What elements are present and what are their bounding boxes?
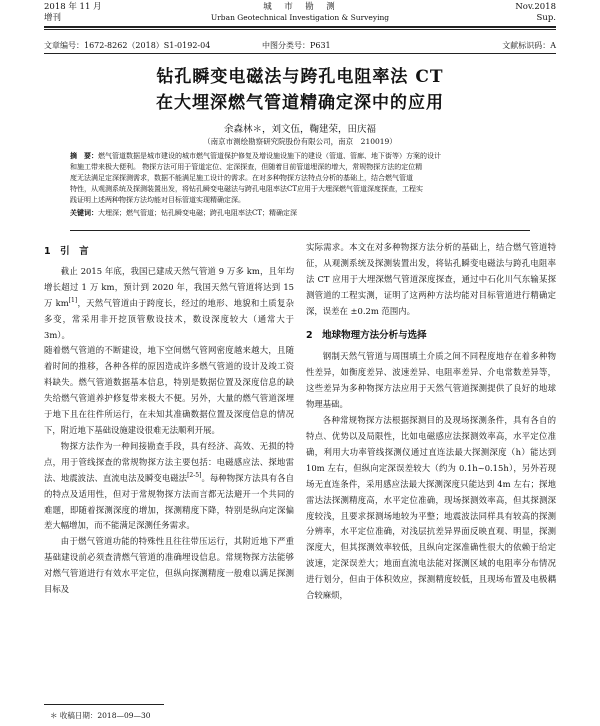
clc-number: 中图分类号：P631 xyxy=(262,41,331,50)
header-rule xyxy=(44,26,556,28)
header-date: 2018 年 11 月 xyxy=(44,2,102,12)
paragraph: 实际需求。本文在对多种物探方法分析的基础上，结合燃气管道特征，从观测系统及探测装置出发，将钻孔瞬变电磁法与跨孔电阻率法 CT 应用于大埋深燃气管道深度探查，通过中石化川气东输某探测管道的工程实测，证明了这两种方法均能对目标管道进行精确定深，误差在 ±0.2m 范围内。 xyxy=(306,242,556,316)
citation: [1] xyxy=(68,296,78,304)
footnote-rule xyxy=(44,704,164,705)
paragraph: 物探方法作为一种间接勘查手段，具有经济、高效、无损的特点，用于管线探查的常规物探方法主要包括：电磁感应法、探地雷法、地震波法、直流电法及瞬变电磁法[2-5]。每种物探方法具有各自的特点及适用性，但对于常规物探方法而言都无法避开一个共同的难题，即随着探测深度的增加，探测精度下降，特别是纵向定深偏差大幅增加，而不能满足深测任务需求。 xyxy=(44,440,294,531)
paragraph: 截止 2015 年底，我国已建成天然气管道 9 万多 km，且年均增长超过 1 万 km，预计到 2020 年，我国天然气管道将达到 15 万 km[1]，天然气管道由于跨度长，经过的地形、地貌和土质复杂多变，常采用非开挖顶管敷设技术，数设深度较大（通常大于3m）。 xyxy=(44,265,294,340)
header-rule-thin xyxy=(44,29,556,30)
keywords-label: 关键词： xyxy=(70,209,98,217)
header-date-en: Nov.2018 xyxy=(515,2,556,12)
section-1-heading: 1 引 言 xyxy=(44,246,89,257)
footnote: ＊ 收稿日期：2018—09—30 xyxy=(50,711,151,720)
abstract-label: 摘 要： xyxy=(70,152,98,160)
abstract-rule xyxy=(70,230,530,231)
left-column xyxy=(44,240,294,706)
title-line-2: 在大埋深燃气管道精确定深中的应用 xyxy=(156,93,444,113)
journal-name: 城 市 勘 测 xyxy=(263,2,337,12)
abstract-line: 特性，从观测系统及探测装置出发，将钻孔瞬变电磁法与跨孔电阻率法CT应用于大埋深燃气管道深度探查，工程实 xyxy=(70,185,424,193)
abstract-line: 度无法满足定深探测需求，数据不能满足施工设计的需求。在对多种物探方法特点分析的基础上，结合燃气管道 xyxy=(70,174,413,182)
abstract-line: 践证明上述两种物探方法均能对目标管道实现精确定深。 xyxy=(70,196,245,204)
affiliation: （南京市测绘勘察研究院股份有限公司，南京 210019） xyxy=(203,137,397,146)
article-number: 文章编号：1672-8262（2018）S1-0192-04 xyxy=(44,41,211,50)
meta-rule xyxy=(44,53,556,54)
section-2-heading: 2 地球物理方法分析与选择 xyxy=(306,329,427,341)
header-issue: 增刊 xyxy=(44,13,62,23)
document-code: 文献标识码：A xyxy=(502,41,556,50)
paragraph: 随着燃气管道的不断建设，地下空间燃气管网密度越来越大，且随着时间的推移，各种各样的原因造成许多燃气管道的设计及竣工资料缺失。燃气管道数据基本信息，特别是数据位置及深度信息的缺失给燃气管道养护修复带来极大不便。另外，大量的燃气管道深埋于地下且在往件所运行，在未知其准确数据位置及深度信息的情况下，附近地下基础设施建设很难无法顺利开展。 xyxy=(44,345,294,435)
abstract-line: 和施工带来极大便利。 物探方法可用于管道定位、定深探查，但随着目前管道埋深的增大，常规物探方法的定位精 xyxy=(70,163,423,171)
header-supplement: Sup. xyxy=(536,13,556,23)
keywords: 大埋深；燃气管道；钻孔瞬变电磁；跨孔电阻率法CT；精确定深 xyxy=(98,209,298,217)
authors: 余森林＊，刘文伍，鞠建荣，田庆福 xyxy=(223,124,376,135)
paragraph: 各种常规物探方法根据探测目的及现场探测条件，具有各自的特点、优势以及局限性，比如电磁感应法探测效率高，水平定位准确，利用大功率管线探测仪通过直连法最大探测深度（h）能达到 10m 左右，但纵向定深误差较大（约为 0.1h~0.15h），另外若现场无直连条件，采用感应法最大探测深度只能达到 4m 左右；探地雷达法探测精度高，水平定位准确，现场探测效率高，但其探测深度较浅，且要求探测场地较为平整；地震波法同样具有较高的探测分辨率，水平定位准确，对浅层抗差异界面反映直观、明显，探测深度大，但其探测效率较低，且纵向定深准确性很大的依赖于给定波速，定深误差大；地面直流电法能对探测区域的电阻率分布情况进行划分，但由于体积效应，探测精度较低，且现场布置及电极耦合较麻烦， xyxy=(306,415,556,601)
journal-english-name: Urban Geotechnical Investigation & Surveying xyxy=(210,13,390,22)
paragraph: 钢制天然气管道与周围填土介质之间不同程度地存在着多种物性差异，如衡度差异、波速差异、电阻率差异、介电常数差异等，这些差异为多种物探方法应用于天然气管道探测提供了良好的地球物理基础。 xyxy=(306,351,556,410)
paragraph: 由于燃气管道功能的特殊性且往往带压运行，其附近地下严重基础建设前必须查清燃气管道的准确埋设信息。常规物探方法能够对燃气管道进行有效水平定位，但纵向探测精度一般难以满足探测目标及 xyxy=(44,536,294,595)
title-line-1: 钻孔瞬变电磁法与跨孔电阻率法 CT xyxy=(156,67,444,87)
right-column xyxy=(306,240,556,724)
abstract-line: 燃气管道数据是城市建设的城市燃气管道保护修复及增设施设施下的建设（管道、管廊、地下街等）方案的设计 xyxy=(98,152,441,160)
citation: [2-5] xyxy=(187,471,202,479)
abstract xyxy=(70,151,530,219)
